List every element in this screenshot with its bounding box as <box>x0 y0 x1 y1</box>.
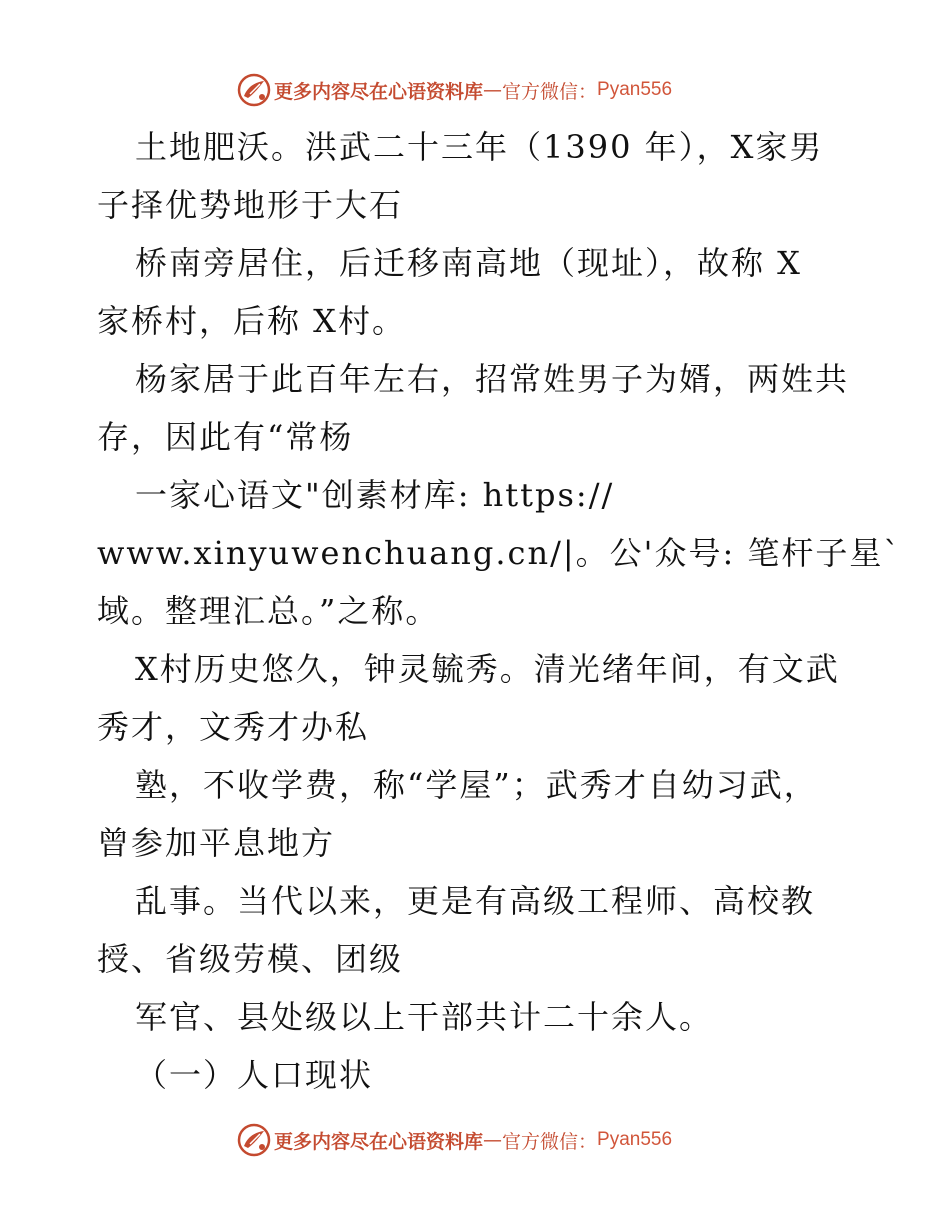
text-line: 授、省级劳模、团级 <box>97 940 404 978</box>
text-line: www.xinyuwenchuang.cn/|。公'众号: 笔杆子星` <box>97 534 902 572</box>
logo-icon <box>236 1122 272 1158</box>
text-line: 塾，不收学费，称“学屋”；武秀才自幼习武， <box>135 766 818 804</box>
text-line: 一家心语文"创素材库: https:// <box>135 476 615 514</box>
banner-separator: — <box>483 1129 503 1151</box>
text-line: 曾参加平息地方 <box>97 824 336 862</box>
text-line: 存，因此有“常杨 <box>97 418 354 456</box>
text-line: 乱事。当代以来，更是有高级工程师、高校教 <box>135 882 816 920</box>
banner-separator: — <box>483 79 503 101</box>
banner-title: 更多内容尽在心语资料库 <box>274 80 484 103</box>
banner-title: 更多内容尽在心语资料库 <box>274 1130 484 1153</box>
text-line: 杨家居于此百年左右，招常姓男子为婿，两姓共 <box>135 360 850 398</box>
banner-wechat-id: Pyan556 <box>597 79 673 100</box>
banner-official-label: 官方微信： <box>502 80 598 103</box>
text-line: 域。整理汇总。”之称。 <box>97 592 440 630</box>
text-line: 家桥村，后称 X村。 <box>97 302 406 340</box>
section-heading: （一）人口现状 <box>135 1056 374 1094</box>
footer-watermark-banner <box>236 1122 672 1158</box>
text-line: 军官、县处级以上干部共计二十余人。 <box>135 998 714 1036</box>
body-text <box>97 118 902 1104</box>
text-line: 土地肥沃。洪武二十三年（1390 年），X家男 <box>135 128 824 166</box>
banner-official-label: 官方微信： <box>502 1130 598 1153</box>
text-line: 子择优势地形于大石 <box>97 186 404 224</box>
text-line: 秀才，文秀才办私 <box>97 708 370 746</box>
banner-wechat-id: Pyan556 <box>597 1129 673 1150</box>
logo-icon <box>236 72 272 108</box>
text-line: 桥南旁居住，后迁移南高地（现址），故称 X <box>135 244 802 282</box>
text-line: X村历史悠久，钟灵毓秀。清光绪年间，有文武 <box>135 650 840 688</box>
header-watermark-banner <box>236 72 672 108</box>
